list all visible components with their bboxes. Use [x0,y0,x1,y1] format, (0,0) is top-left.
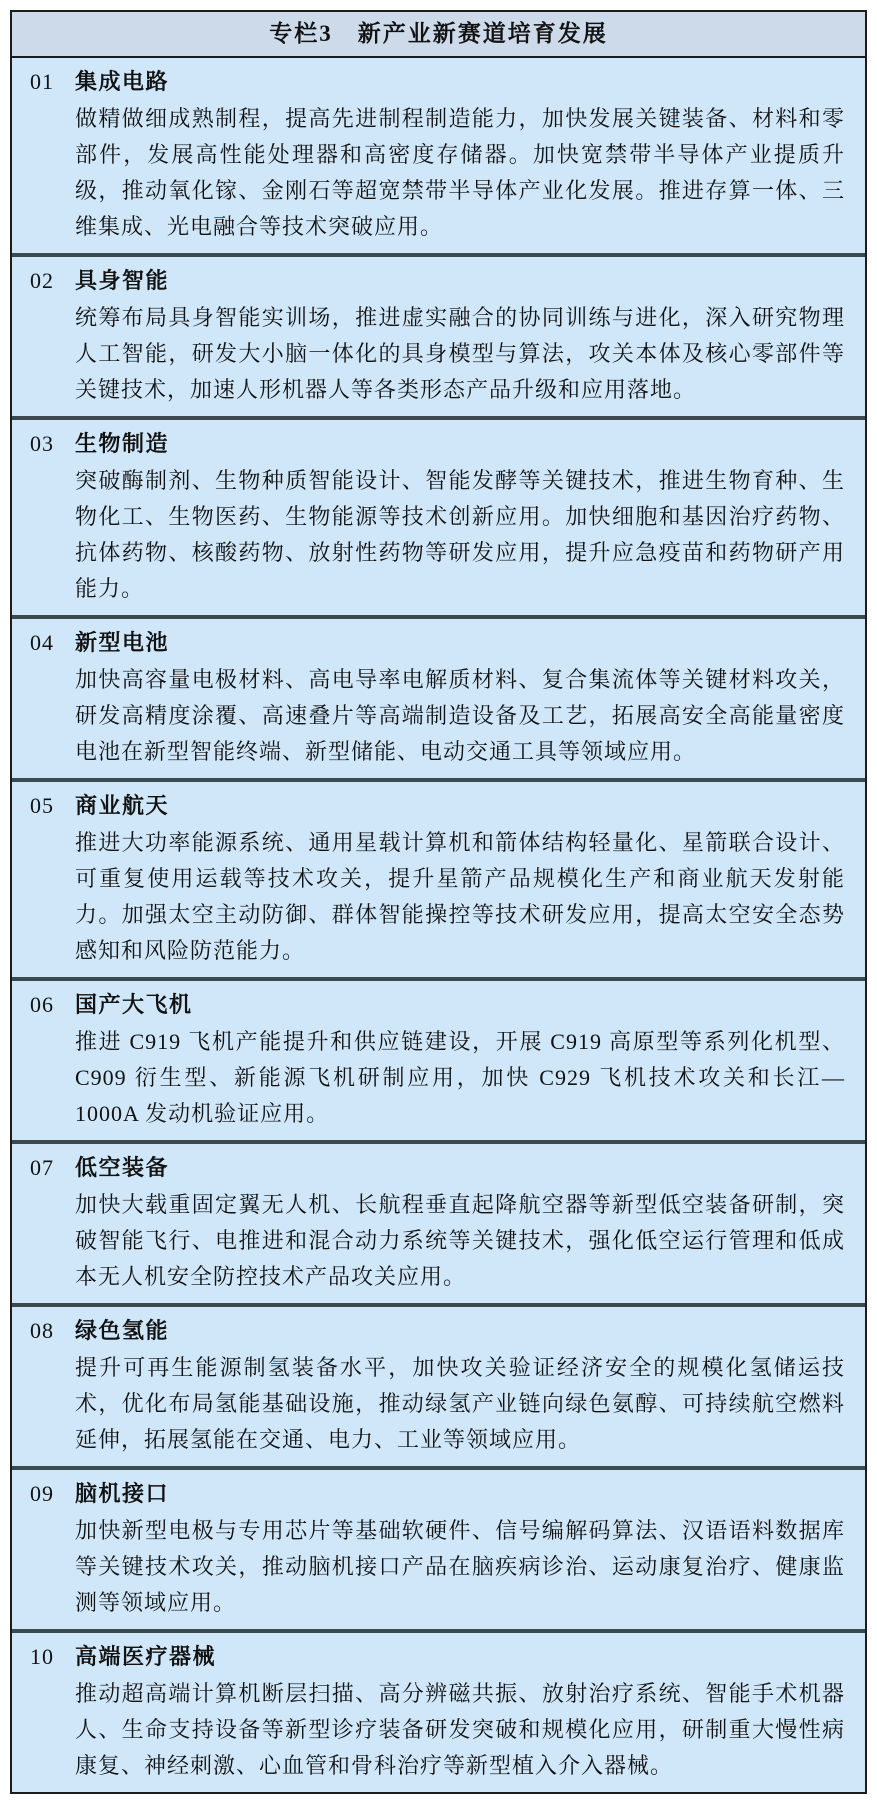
section-body: 加快新型电极与专用芯片等基础软硬件、信号编解码算法、汉语语料数据库等关键技术攻关，推动脑机接口产品在脑疾病诊治、运动康复治疗、健康监测等领域应用。 [75,1518,845,1615]
section [12,1144,865,1307]
section-header [30,788,845,824]
section-body: 推进大功率能源系统、通用星载计算机和箭体结构轻量化、星箭联合设计、可重复使用运载等技术攻关，提升星箭产品规模化生产和商业航天发射能力。加强太空主动防御、群体智能操控等技术研发应用，提高太空安全态势感知和风险防范能力。 [75,830,845,963]
section-body: 统筹布局具身智能实训场，推进虚实融合的协同训练与进化，深入研究物理人工智能，研发大小脑一体化的具身模型与算法，攻关本体及核心零部件等关键技术，加速人形机器人等各类形态产品升级和应用落地。 [75,305,845,402]
section [12,619,865,782]
section-header [30,987,845,1023]
section-header [30,426,845,462]
section-body: 提升可再生能源制氢装备水平，加快攻关验证经济安全的规模化氢储运技术，优化布局氢能基础设施，推动绿氢产业链向绿色氨醇、可持续航空燃料延伸，拓展氢能在交通、电力、工业等领域应用。 [75,1355,845,1452]
section-header [30,263,845,299]
section-title: 生物制造 [75,431,170,456]
section-header [30,1476,845,1512]
section-body: 做精做细成熟制程，提高先进制程制造能力，加快发展关键装备、材料和零部件，发展高性能处理器和高密度存储器。加快宽禁带半导体产业提质升级，推动氧化镓、金刚石等超宽禁带半导体产业化发展。推进存算一体、三维集成、光电融合等技术突破应用。 [75,106,845,239]
section-header [30,1313,845,1349]
section [12,782,865,981]
section-header [30,1639,845,1675]
section-title: 新型电池 [75,630,170,655]
section-number: 07 [30,1155,54,1180]
section [12,420,865,619]
section-list [12,58,865,1792]
section-number: 09 [30,1481,54,1506]
section-title: 脑机接口 [75,1481,170,1506]
section-body: 加快高容量电极材料、高电导率电解质材料、复合集流体等关键材料攻关，研发高精度涂覆、高速叠片等高端制造设备及工艺，拓展高安全高能量密度电池在新型智能终端、新型储能、电动交通工具等领域应用。 [75,667,845,764]
section-body: 推动超高端计算机断层扫描、高分辨磁共振、放射治疗系统、智能手术机器人、生命支持设备等新型诊疗装备研发突破和规模化应用，研制重大慢性病康复、神经刺激、心血管和骨科治疗等新型植入介入器械。 [75,1681,845,1778]
section-body: 加快大载重固定翼无人机、长航程垂直起降航空器等新型低空装备研制，突破智能飞行、电推进和混合动力系统等关键技术，强化低空运行管理和低成本无人机安全防控技术产品攻关应用。 [75,1192,845,1289]
section-number: 04 [30,630,54,655]
section-title: 商业航天 [75,793,170,818]
section-title: 国产大飞机 [75,992,193,1017]
section-header [30,1150,845,1186]
section [12,257,865,420]
section-number: 02 [30,268,54,293]
section-number: 10 [30,1644,54,1669]
section-number: 06 [30,992,54,1017]
section-number: 08 [30,1318,54,1343]
section-title: 具身智能 [75,268,170,293]
section [12,981,865,1144]
section-title: 绿色氢能 [75,1318,170,1343]
section-header [30,625,845,661]
section-body: 突破酶制剂、生物种质智能设计、智能发酵等关键技术，推进生物育种、生物化工、生物医药、生物能源等技术创新应用。加快细胞和基因治疗药物、抗体药物、核酸药物、放射性药物等研发应用，提升应急疫苗和药物研产用能力。 [75,468,845,601]
section-title: 高端医疗器械 [75,1644,217,1669]
special-column-panel [10,10,867,1794]
section-title: 低空装备 [75,1155,170,1180]
panel-title: 专栏3 新产业新赛道培育发展 [12,12,865,58]
section-number: 05 [30,793,54,818]
section [12,1633,865,1792]
section-body: 推进 C919 飞机产能提升和供应链建设，开展 C919 高原型等系列化机型、C909 衍生型、新能源飞机研制应用，加快 C929 飞机技术攻关和长江—1000A 发动机验证应用。 [75,1029,845,1126]
section-number: 03 [30,431,54,456]
section [12,1470,865,1633]
section [12,58,865,257]
section-title: 集成电路 [75,69,170,94]
section-number: 01 [30,69,54,94]
section-header [30,64,845,100]
section [12,1307,865,1470]
